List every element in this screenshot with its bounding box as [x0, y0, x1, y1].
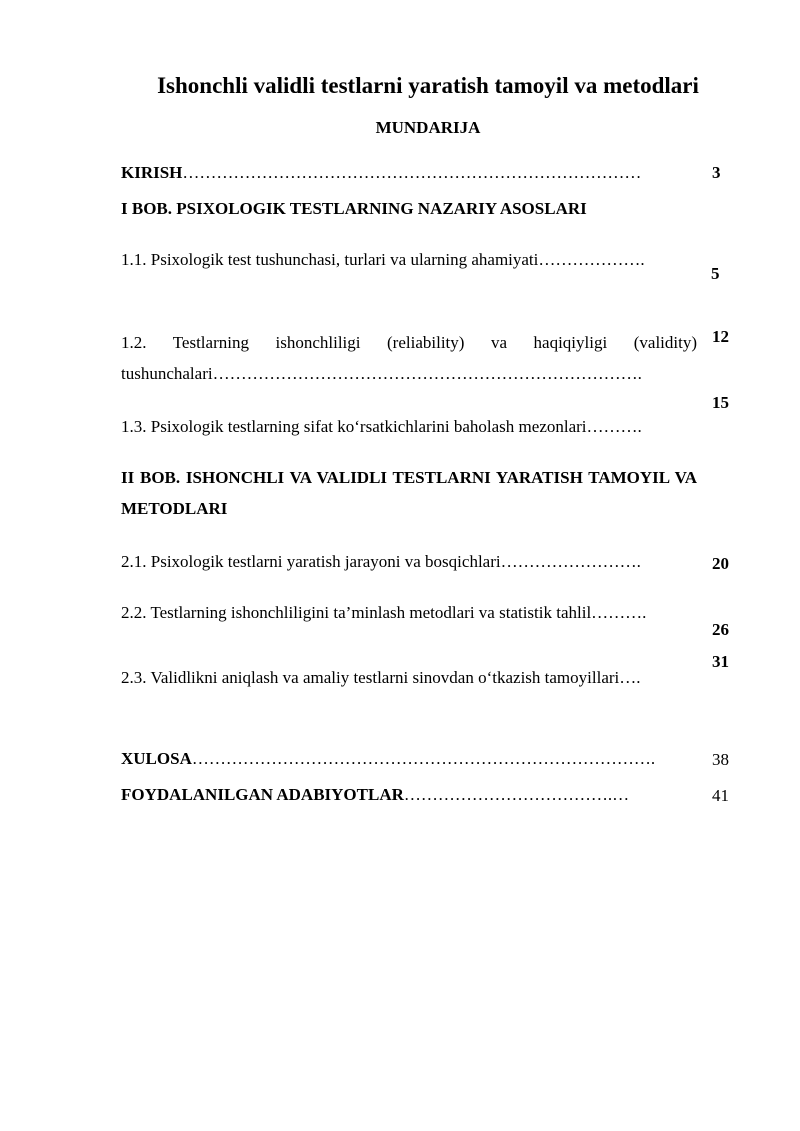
toc-chapter-1-heading: I BOB. PSIXOLOGIK TESTLARNING NAZARIY ASOSLARI	[121, 199, 587, 218]
toc-section-1-1-page: 5	[711, 264, 720, 283]
toc-section-1-2-page: 12	[712, 327, 729, 346]
toc-section-2-2-page: 26	[712, 620, 729, 639]
toc-conclusion-dots: ……………………………………………………………………….	[191, 749, 656, 768]
toc-section-2-2: 2.2. Testlarning ishonchliligini ta’minlash metodlari va statistik tahlil……….	[121, 603, 647, 622]
toc-intro-dots: ………………………………………………………………………	[182, 163, 642, 182]
toc-section-1-3-page: 15	[712, 393, 729, 412]
toc-conclusion-label: XULOSA	[121, 749, 192, 768]
toc-section-1-3: 1.3. Psixologik testlarning sifat ko‘rsatkichlarini baholash mezonlari……….	[121, 417, 642, 436]
toc-intro-label: KIRISH	[121, 163, 183, 182]
toc-intro-page: 3	[712, 163, 721, 182]
toc-references-page: 41	[712, 786, 729, 805]
toc-entry-conclusion	[121, 743, 697, 774]
toc-section-1-1: 1.1. Psixologik test tushunchasi, turlari va ularning ahamiyati……………….	[121, 250, 645, 269]
toc-entry-intro	[121, 157, 697, 188]
toc-section-2-3: 2.3. Validlikni aniqlash va amaliy testlarni sinovdan o‘tkazish tamoyillari….	[121, 668, 641, 687]
toc-section-2-3-page: 31	[712, 652, 729, 671]
toc-references-label: FOYDALANILGAN ADABIYOTLAR	[121, 785, 404, 804]
toc-entry-references	[121, 779, 697, 810]
toc-section-2-1-page: 20	[712, 554, 729, 573]
contents-heading: MUNDARIJA	[375, 118, 481, 137]
toc-section-1-2: 1.2. Testlarning ishonchliligi (reliability) va haqiqiyligi (validity) tushunchalari………………………………………………………………….	[121, 333, 697, 383]
toc-references-dots: ……………………………….…	[403, 785, 630, 804]
toc-chapter-2-heading: II BOB. ISHONCHLI VA VALIDLI TESTLARNI YARATISH TAMOYIL VA METODLARI	[121, 468, 697, 518]
toc-section-2-1: 2.1. Psixologik testlarni yaratish jarayoni va bosqichlari…………………….	[121, 552, 641, 571]
document-title: Ishonchli validli testlarni yaratish tamoyil va metodlari	[157, 73, 699, 98]
toc-conclusion-page: 38	[712, 750, 729, 769]
